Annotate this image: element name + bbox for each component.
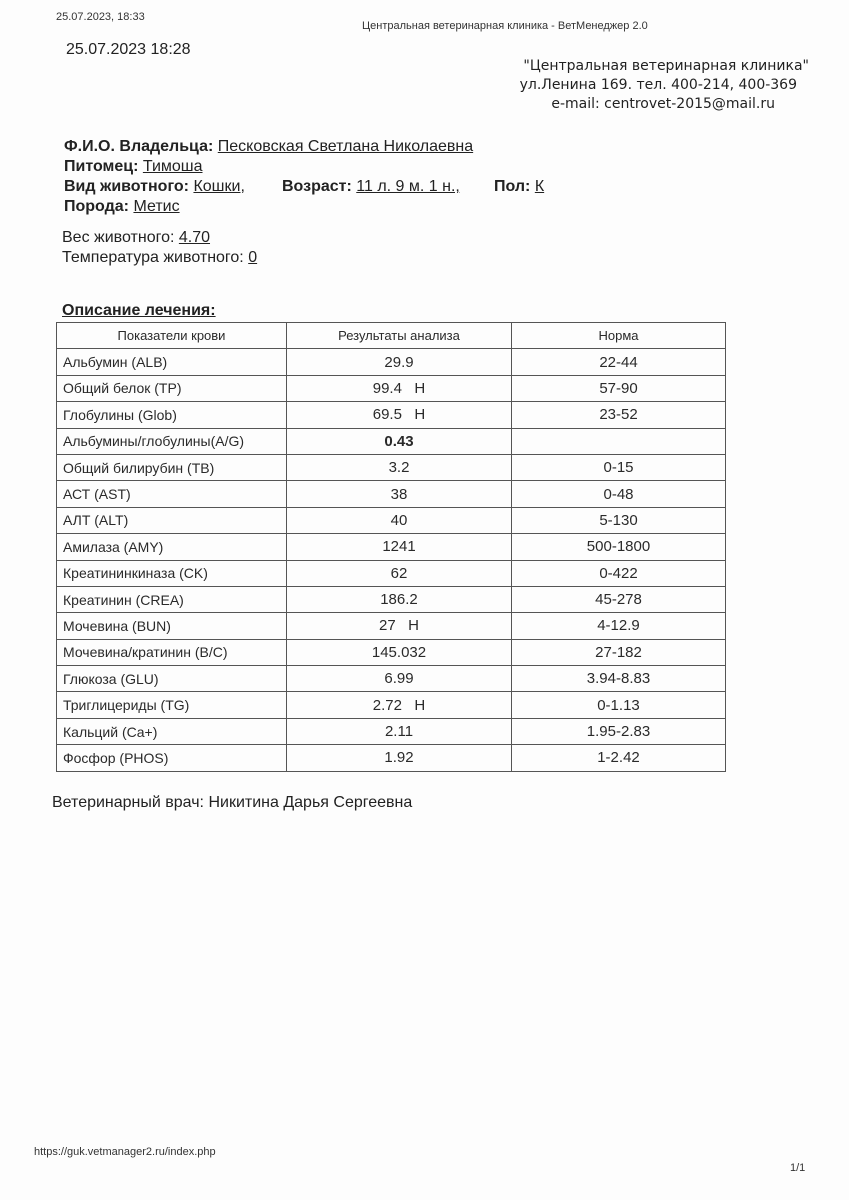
species-label: Вид животного:	[64, 178, 189, 195]
cell-norm: 500-1800	[512, 534, 726, 560]
age-value: 11 л. 9 м. 1 н.,	[356, 178, 460, 195]
table-row	[57, 692, 726, 718]
cell-norm: 0-15	[512, 454, 726, 480]
pet-row	[64, 157, 473, 177]
table-row	[57, 613, 726, 639]
table-row	[57, 349, 726, 375]
patient-info	[64, 137, 545, 217]
cell-norm: 22-44	[512, 349, 726, 375]
table-row	[57, 402, 726, 428]
table-row	[57, 428, 726, 454]
cell-result: 1241	[287, 534, 512, 560]
cell-norm: 0-1.13	[512, 692, 726, 718]
cell-norm: 1.95-2.83	[512, 718, 726, 744]
weight-label: Вес животного:	[62, 229, 175, 246]
pet-label: Питомец:	[64, 158, 139, 175]
vitals-block	[62, 228, 257, 268]
table-row	[57, 586, 726, 612]
owner-label: Ф.И.О. Владельца:	[64, 138, 214, 155]
cell-norm: 0-48	[512, 481, 726, 507]
cell-name: Фосфор (PHOS)	[57, 745, 287, 771]
cell-norm: 57-90	[512, 375, 726, 401]
table-row	[57, 481, 726, 507]
cell-result: 1.92	[287, 745, 512, 771]
cell-name: Альбумин (ALB)	[57, 349, 287, 375]
cell-name: Триглицериды (TG)	[57, 692, 287, 718]
veterinarian: Ветеринарный врач: Никитина Дарья Сергеевна	[52, 794, 413, 811]
age-field	[282, 177, 460, 197]
lab-results-table	[56, 322, 726, 772]
cell-result: 27 H	[287, 613, 512, 639]
weight-value: 4.70	[178, 229, 211, 246]
cell-result: 2.11	[287, 718, 512, 744]
cell-result: 99.4 H	[287, 375, 512, 401]
cell-name: Альбумины/глобулины(A/G)	[57, 428, 287, 454]
cell-result: 69.5 H	[287, 402, 512, 428]
cell-norm: 5-130	[512, 507, 726, 533]
cell-norm: 4-12.9	[512, 613, 726, 639]
table-row	[57, 639, 726, 665]
print-title: Центральная ветеринарная клиника - ВетМенеджер 2.0	[362, 20, 648, 32]
clinic-name: "Центральная ветеринарная клиника"	[523, 58, 809, 74]
cell-name: АЛТ (ALT)	[57, 507, 287, 533]
cell-name: АСТ (AST)	[57, 481, 287, 507]
table-row	[57, 507, 726, 533]
page-counter: 1/1	[790, 1162, 806, 1174]
cell-name: Мочевина/кратинин (B/C)	[57, 639, 287, 665]
temperature-row	[62, 248, 257, 268]
treatment-title: Описание лечения:	[62, 302, 216, 319]
cell-name: Общий билирубин (TB)	[57, 454, 287, 480]
owner-row	[64, 137, 473, 157]
cell-norm: 23-52	[512, 402, 726, 428]
cell-norm	[512, 428, 726, 454]
breed-row	[64, 197, 473, 217]
header-indicator: Показатели крови	[57, 323, 287, 349]
cell-result: 0.43	[287, 428, 512, 454]
cell-norm: 45-278	[512, 586, 726, 612]
sex-label: Пол:	[494, 178, 531, 195]
cell-name: Глобулины (Glob)	[57, 402, 287, 428]
table-row	[57, 666, 726, 692]
table-row	[57, 745, 726, 771]
table-row	[57, 375, 726, 401]
cell-result: 29.9	[287, 349, 512, 375]
cell-result: 6.99	[287, 666, 512, 692]
cell-result: 186.2	[287, 586, 512, 612]
table-row	[57, 454, 726, 480]
pet-value: Тимоша	[142, 158, 203, 175]
header-result: Результаты анализа	[287, 323, 512, 349]
cell-norm: 3.94-8.83	[512, 666, 726, 692]
clinic-email: e-mail: centrovet-2015@mail.ru	[551, 96, 775, 112]
clinic-block	[520, 57, 809, 114]
cell-result: 3.2	[287, 454, 512, 480]
lab-results-body	[57, 349, 726, 771]
table-header-row	[57, 323, 726, 349]
clinic-address: ул.Ленина 169. тел. 400-214, 400-369	[519, 77, 797, 93]
sex-value: К	[534, 178, 545, 195]
cell-name: Креатининкиназа (CK)	[57, 560, 287, 586]
breed-label: Порода:	[64, 198, 129, 215]
header-norm: Норма	[512, 323, 726, 349]
cell-name: Кальций (Ca+)	[57, 718, 287, 744]
breed-value: Метис	[133, 198, 180, 215]
cell-norm: 27-182	[512, 639, 726, 665]
table-row	[57, 534, 726, 560]
cell-name: Общий белок (TP)	[57, 375, 287, 401]
temperature-value: 0	[248, 249, 258, 266]
cell-norm: 0-422	[512, 560, 726, 586]
cell-result: 38	[287, 481, 512, 507]
table-row	[57, 560, 726, 586]
cell-result: 40	[287, 507, 512, 533]
owner-value: Песковская Светлана Николаевна	[217, 138, 474, 155]
cell-result: 2.72 H	[287, 692, 512, 718]
species-value: Кошки,	[193, 178, 245, 195]
weight-row	[62, 228, 257, 248]
species-row	[64, 177, 545, 197]
footer-url: https://guk.vetmanager2.ru/index.php	[34, 1146, 216, 1158]
sex-field	[494, 177, 544, 197]
cell-name: Мочевина (BUN)	[57, 613, 287, 639]
table-row	[57, 718, 726, 744]
cell-norm: 1-2.42	[512, 745, 726, 771]
print-datetime: 25.07.2023, 18:33	[56, 11, 145, 23]
age-label: Возраст:	[282, 178, 352, 195]
cell-result: 145.032	[287, 639, 512, 665]
cell-result: 62	[287, 560, 512, 586]
document-date: 25.07.2023 18:28	[66, 41, 191, 58]
cell-name: Амилаза (AMY)	[57, 534, 287, 560]
cell-name: Глюкоза (GLU)	[57, 666, 287, 692]
cell-name: Креатинин (CREA)	[57, 586, 287, 612]
temperature-label: Температура животного:	[62, 249, 244, 266]
